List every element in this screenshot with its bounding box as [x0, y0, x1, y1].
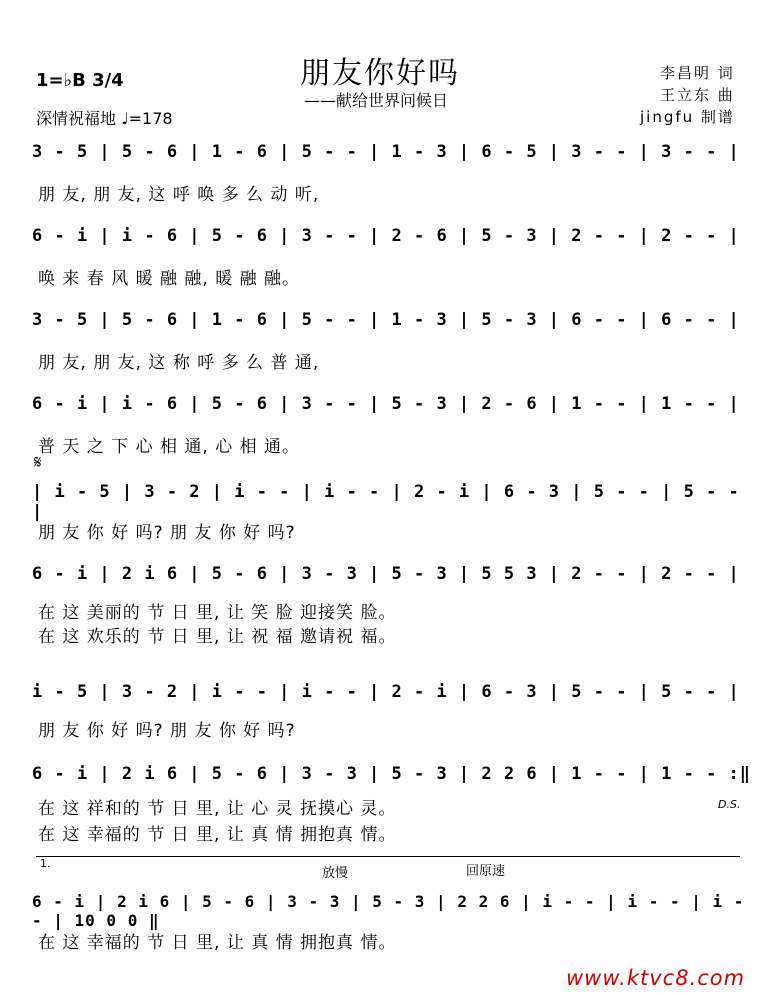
- key-signature: 1=♭B 3/4: [36, 70, 124, 91]
- notation-line-2: 6 - i | i - 6 | 5 - 6 | 3 - - | 2 - 6 | 5 - 3 | 2 - - | 2 - - |: [32, 226, 740, 246]
- notation-line-9: 6 - i | 2 i 6 | 5 - 6 | 3 - 3 | 5 - 3 | 2 2 6 | i - - | i - - | i - - | 10 0 0 ‖: [32, 892, 745, 930]
- lyrics-line-8b: 在 这 幸福的 节 日 里, 让 真 情 拥抱真 情。: [38, 825, 397, 845]
- lyrics-line-6a: 在 这 美丽的 节 日 里, 让 笑 脸 迎接笑 脸。: [38, 603, 397, 623]
- volta-bracket: [36, 856, 740, 857]
- lyrics-line-7: 朋 友 你 好 吗? 朋 友 你 好 吗?: [38, 721, 296, 741]
- tempo-marking: 深情祝福地 ♩=178: [36, 109, 173, 128]
- notation-line-5: | i - 5 | 3 - 2 | i - - | i - - | 2 - i | 6 - 3 | 5 - - | 5 - - |: [32, 482, 740, 522]
- notation-line-8: 6 - i | 2 i 6 | 5 - 6 | 3 - 3 | 5 - 3 | 2 2 6 | 1 - - | 1 - - :‖: [32, 764, 752, 784]
- notation-line-3: 3 - 5 | 5 - 6 | 1 - 6 | 5 - - | 1 - 3 | 5 - 3 | 6 - - | 6 - - |: [32, 310, 740, 330]
- lyrics-line-5: 朋 友 你 好 吗? 朋 友 你 好 吗?: [38, 523, 296, 543]
- volta-number: 1.: [40, 857, 51, 870]
- lyrics-line-3: 朋 友, 朋 友, 这 称 呼 多 么 普 通,: [38, 353, 320, 373]
- engraver-credit: jingfu 制谱: [640, 108, 735, 126]
- site-watermark: www.ktvc8.com: [566, 966, 746, 990]
- segno-sign: 𝄋: [34, 452, 42, 473]
- ds-marking: D.S.: [718, 798, 741, 811]
- lyrics-line-1: 朋 友, 朋 友, 这 呼 唤 多 么 动 听,: [38, 185, 320, 205]
- song-title: 朋友你好吗: [300, 56, 460, 91]
- lyricist-credit: 李昌明 词: [660, 64, 735, 82]
- lyrics-line-2: 唤 来 春 风 暖 融 融, 暖 融 融。: [38, 269, 301, 289]
- a-tempo-marking: 回原速: [466, 864, 506, 879]
- slow-down-marking: 放慢: [322, 866, 349, 881]
- composer-credit: 王立东 曲: [660, 86, 735, 104]
- notation-line-6: 6 - i | 2 i 6 | 5 - 6 | 3 - 3 | 5 - 3 | 5 5 3 | 2 - - | 2 - - |: [32, 564, 740, 584]
- notation-line-7: i - 5 | 3 - 2 | i - - | i - - | 2 - i | 6 - 3 | 5 - - | 5 - - |: [32, 682, 740, 702]
- lyrics-line-9: 在 这 幸福的 节 日 里, 让 真 情 拥抱真 情。: [38, 933, 397, 953]
- song-subtitle: ——献给世界问候日: [304, 91, 449, 110]
- lyrics-line-4: 普 天 之 下 心 相 通, 心 相 通。: [38, 437, 301, 457]
- notation-line-4: 6 - i | i - 6 | 5 - 6 | 3 - - | 5 - 3 | 2 - 6 | 1 - - | 1 - - |: [32, 394, 740, 414]
- lyrics-line-6b: 在 这 欢乐的 节 日 里, 让 祝 福 邀请祝 福。: [38, 627, 397, 647]
- lyrics-line-8a: 在 这 祥和的 节 日 里, 让 心 灵 抚摸心 灵。: [38, 799, 397, 819]
- notation-line-1: 3 - 5 | 5 - 6 | 1 - 6 | 5 - - | 1 - 3 | 6 - 5 | 3 - - | 3 - - |: [32, 142, 740, 162]
